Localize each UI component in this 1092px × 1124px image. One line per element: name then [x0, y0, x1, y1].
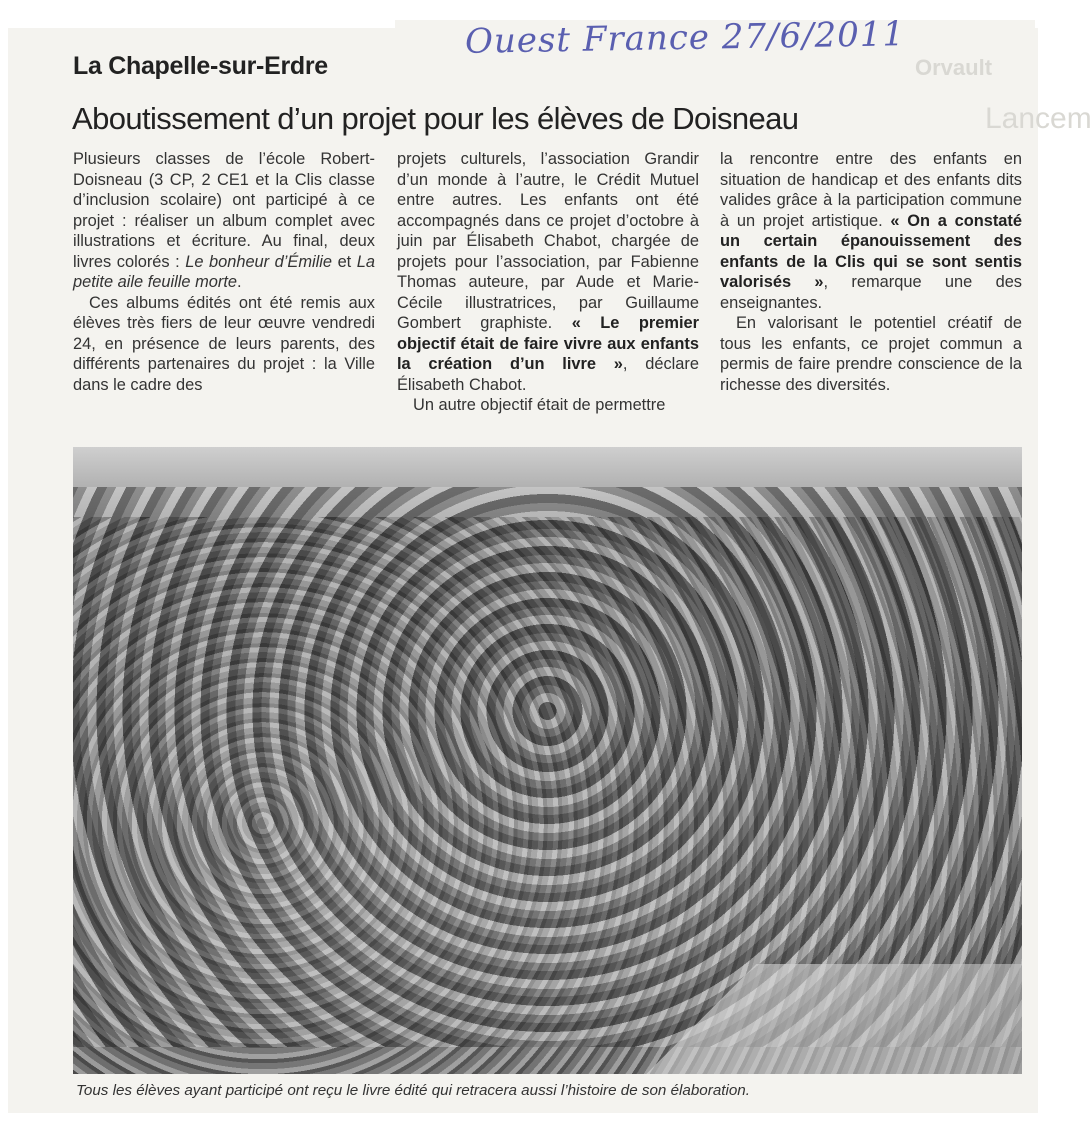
- bleed-through-headline: Lancem: [985, 102, 1092, 135]
- paragraph: Ces albums édités ont été remis aux élèves très fiers de leur œuvre vendredi 24, en présence de leurs parents, des différents partenaires du projet : la Ville dans le cadre des: [73, 293, 375, 394]
- bleed-through-label: Orvault: [915, 55, 993, 80]
- text-run: .: [237, 273, 242, 291]
- text-run: , remarque une des enseignantes.: [720, 273, 1023, 312]
- book-title: La petite aile feuille morte: [73, 252, 376, 291]
- article-column-2: [397, 149, 699, 416]
- photo-crowd: [73, 487, 1022, 1047]
- paragraph: [73, 149, 375, 293]
- text-run: Plusieurs classes de l’école Robert-Doisneau (3 CP, 2 CE1 et la Clis classe d’inclusion scolaire) ont participé à ce projet : réaliser un album complet avec illustrations et écriture. Au final, deux livres colorés :: [73, 150, 375, 271]
- article-kicker: La Chapelle-sur-Erdre: [73, 52, 328, 80]
- text-run: projets culturels, l’association Grandir d’un monde à l’autre, le Crédit Mutuel entre autres. Les enfants ont été accompagnés dans ce projet d’octobre à juin par Élisabeth Chabot, chargée de projets pour l’association, par Fabienne Thomas auteure, par Aude et Marie-Cécile illustratrices, par Guillaume Gombert graphiste.: [397, 150, 699, 332]
- handwritten-annotation: Ouest France 27/6/2011: [464, 14, 906, 62]
- article-headline: Aboutissement d’un projet pour les élèves de Doisneau: [72, 101, 799, 136]
- text-run: et: [332, 252, 357, 271]
- text-run: , déclare Élisabeth Chabot.: [397, 355, 699, 394]
- article-column-1: [73, 149, 375, 395]
- paragraph: Un autre objectif était de permettre: [413, 396, 666, 414]
- quote: « On a constaté un certain épanouissement des enfants de la Clis qui se sont sentis valorisés »: [720, 211, 1022, 291]
- photo-caption: Tous les élèves ayant participé ont reçu le livre édité qui retracera aussi l’histoire de son élaboration.: [76, 1082, 750, 1099]
- quote: « Le premier objectif était de faire vivre aux enfants la création d’un livre »: [397, 314, 699, 373]
- text-run: la rencontre entre des enfants en situation de handicap et des enfants dits valides grâce à la participation commune à un projet artistique.: [720, 150, 1022, 230]
- paragraph: [397, 149, 699, 395]
- paragraph: En valorisant le potentiel créatif de tous les enfants, ce projet commun a permis de faire prendre conscience de la richesse des diversités.: [720, 314, 1022, 394]
- book-title: Le bonheur d’Émilie: [185, 252, 333, 271]
- paragraph: [720, 149, 1022, 313]
- article-column-3: [720, 149, 1022, 395]
- photo-floor: [595, 964, 1022, 1074]
- article-photo: [73, 447, 1022, 1074]
